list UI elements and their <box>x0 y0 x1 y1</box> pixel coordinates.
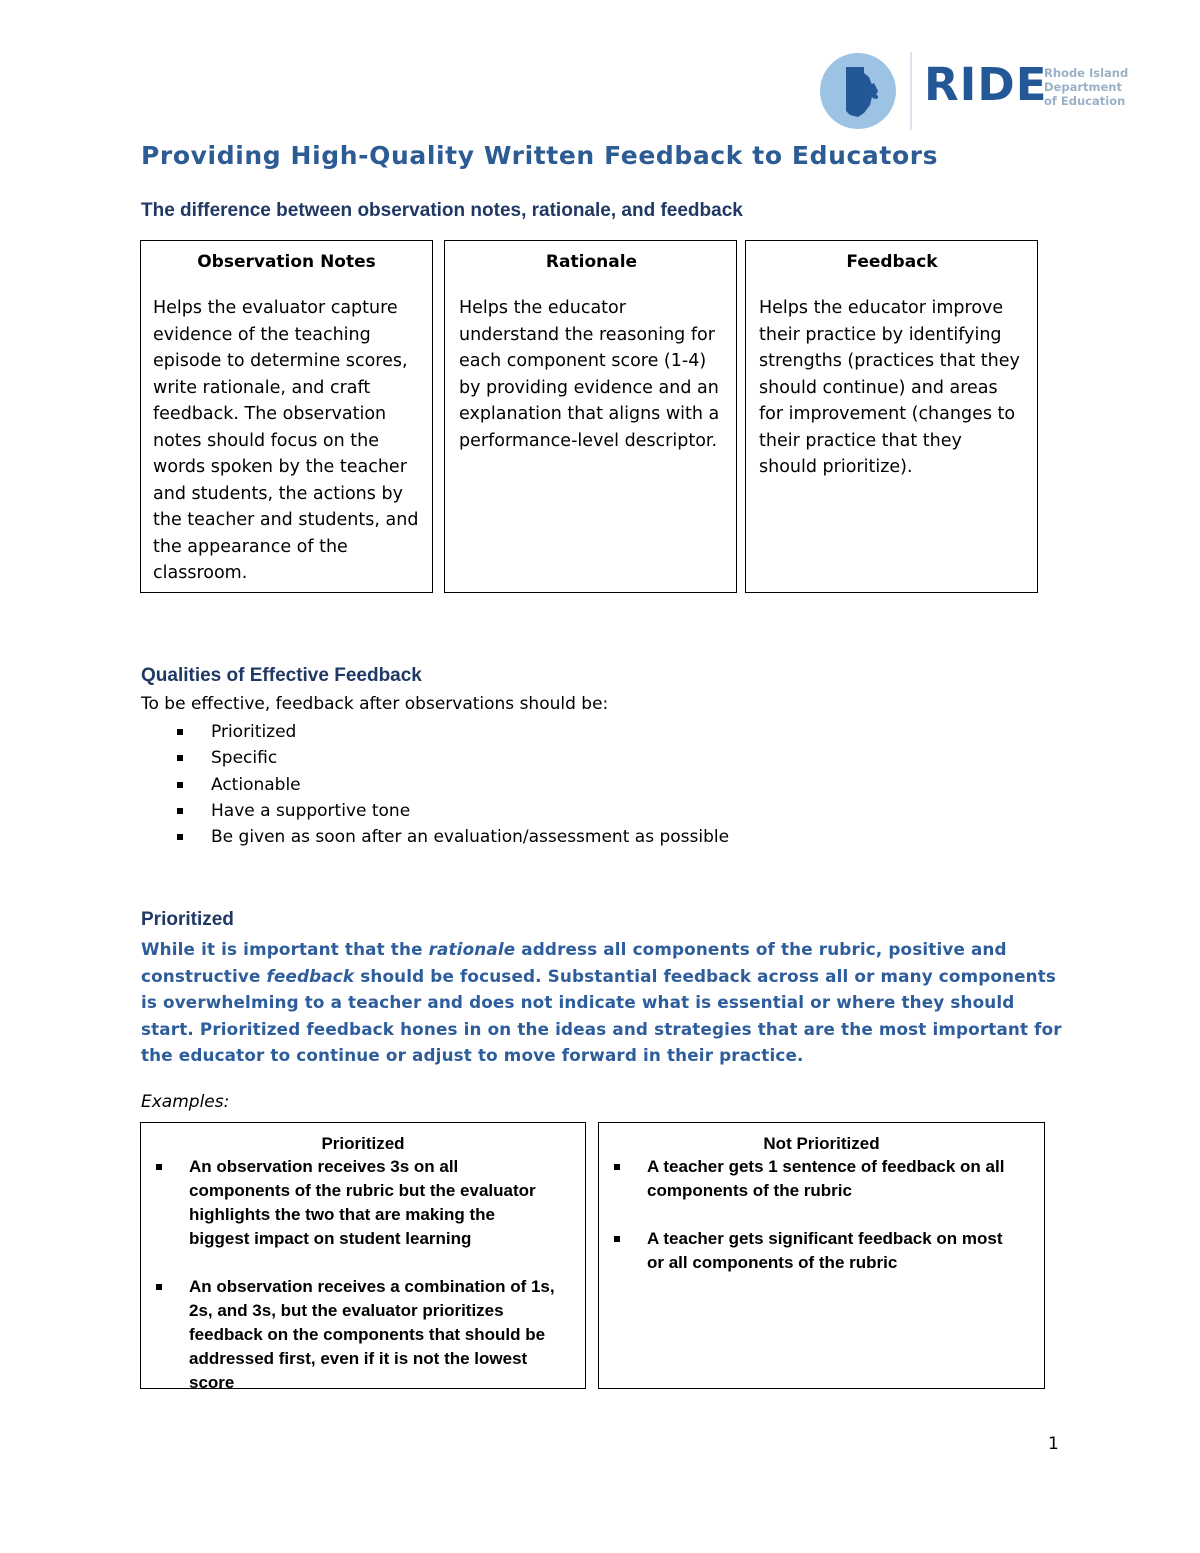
box-heading: Feedback <box>846 252 938 272</box>
ride-logo <box>818 50 1138 132</box>
bullet-square-icon <box>177 755 183 761</box>
list-item: An observation receives a combination of 1s, 2s, and 3s, but the evaluator prioritizes feedback on the components that should be addressed first, even if it is not the lowest score <box>141 1275 559 1395</box>
bullet-square-icon <box>156 1164 162 1170</box>
list-item: Specific <box>175 745 729 771</box>
box-body: Helps the evaluator capture evidence of the teaching episode to determine scores, write rationale, and craft feedback. The observation notes should focus on the words spoken by the teacher and students, the actions by the teacher and students, and the appearance of the classroom. <box>153 298 419 583</box>
list-item: An observation receives 3s on all components of the rubric but the evaluator highlights the two that are making the biggest impact on student learning <box>141 1155 559 1251</box>
bullet-square-icon <box>177 729 183 735</box>
prioritized-paragraph: While it is important that the rationale address all components of the rubric, positive and constructive feedback should be focused. Substantial feedback across all or many components is overwhelming to a teacher and does not indicate what is essential or where they should start. Prioritized feedback hones in on the ideas and strategies that are the most important for the educator to continue or adjust to move forward in their practice. <box>141 939 1062 1065</box>
prioritized-example-box <box>140 1122 586 1392</box>
list-item: Actionable <box>175 772 729 798</box>
box-body: Helps the educator improve their practice by identifying strengths (practices that they should continue) and areas for improvement (changes to their practice that they should prioritize). <box>759 298 1020 477</box>
example-list <box>141 1155 585 1395</box>
feedback-box <box>745 240 1038 593</box>
examples-label: Examples: <box>141 1092 230 1112</box>
rationale-box <box>444 240 737 593</box>
list-item: Be given as soon after an evaluation/assessment as possible <box>175 824 729 850</box>
page-title: Providing High-Quality Written Feedback to Educators <box>141 141 939 170</box>
qualities-list <box>175 719 729 850</box>
logo-divider <box>910 52 912 130</box>
bullet-square-icon <box>177 782 183 788</box>
observation-notes-box <box>140 240 433 593</box>
example-list <box>599 1155 1044 1275</box>
logo-subtitle: Rhode Island Department of Education <box>1044 66 1129 108</box>
box-heading: Rationale <box>545 252 638 272</box>
list-item: Have a supportive tone <box>175 798 729 824</box>
page-number: 1 <box>1048 1434 1059 1454</box>
list-item: Prioritized <box>175 719 729 745</box>
list-item: A teacher gets significant feedback on most or all components of the rubric <box>599 1227 1007 1275</box>
example-heading: Not Prioritized <box>763 1134 880 1153</box>
bullet-square-icon <box>614 1236 620 1242</box>
box-heading: Observation Notes <box>197 252 376 272</box>
section-subtitle: The difference between observation notes, rationale, and feedback <box>141 200 743 221</box>
list-item: A teacher gets 1 sentence of feedback on all components of the rubric <box>599 1155 1007 1203</box>
bullet-square-icon <box>156 1284 162 1290</box>
example-heading: Prioritized <box>321 1134 405 1153</box>
bullet-square-icon <box>177 808 183 814</box>
qualities-intro: To be effective, feedback after observations should be: <box>141 694 609 714</box>
box-body: Helps the educator understand the reasoning for each component score (1-4) by providing evidence and an explanation that aligns with a performance-level descriptor. <box>459 298 720 451</box>
rhode-island-map-icon <box>820 53 896 129</box>
logo-wordmark: RIDE <box>924 58 1048 111</box>
bullet-square-icon <box>614 1164 620 1170</box>
qualities-heading: Qualities of Effective Feedback <box>141 665 422 686</box>
prioritized-heading: Prioritized <box>141 909 234 930</box>
not-prioritized-example-box <box>598 1122 1045 1389</box>
bullet-square-icon <box>177 834 183 840</box>
